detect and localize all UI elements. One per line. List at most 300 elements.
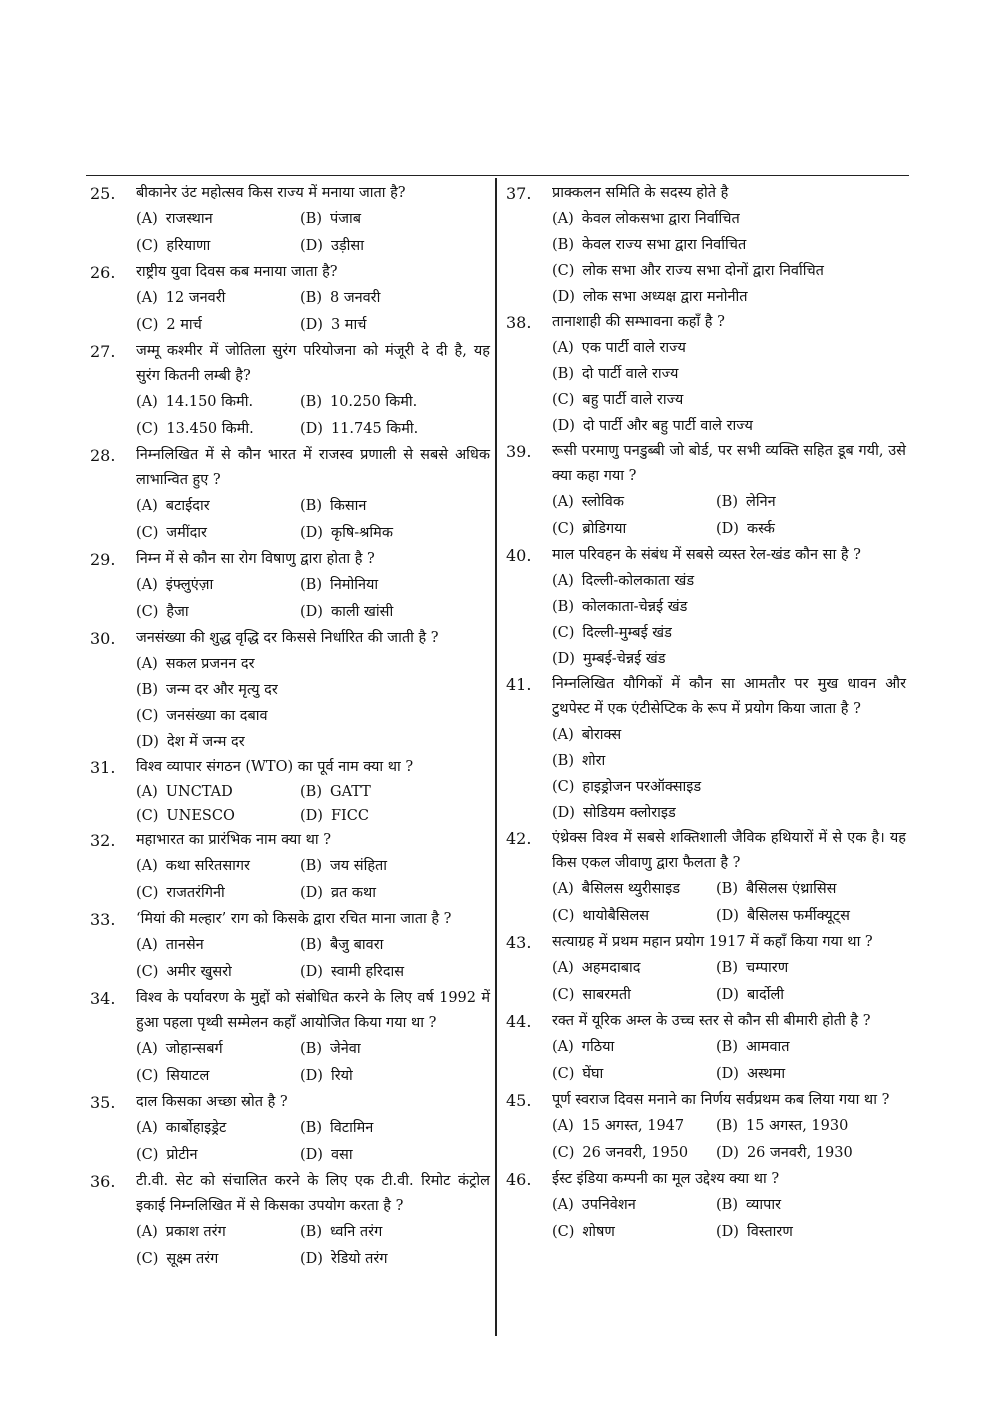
option-c [552,1061,716,1088]
option-a [136,853,300,880]
option-label: (A) [552,573,574,589]
option-label: (C) [552,1066,575,1082]
options [136,1115,490,1169]
option-label: (A) [552,1039,574,1055]
option-b [300,780,464,804]
option-text: 15 अगस्त, 1947 [581,1118,685,1134]
option-text: बैसिलस फर्मीक्यूट्स [746,908,850,924]
option-text: जेनेवा [329,1041,361,1057]
option-b [716,1034,880,1061]
option-text: एक पार्टी वाले राज्य [581,340,686,356]
option-b [716,955,880,982]
option-b [300,285,464,312]
question-number: 29. [90,550,116,569]
option-text: 13.450 किमी. [166,421,254,437]
option-text: विटामिन [329,1120,374,1136]
option-d [552,800,906,826]
option-a [552,722,906,748]
option-label: (A) [136,211,158,227]
option-a [136,285,300,312]
option-label: (D) [552,651,575,667]
option-b [716,876,880,903]
question-text: पूर्ण स्वराज दिवस मनाने का निर्णय सर्वप्रथम कब लिया गया था ? [552,1092,890,1108]
option-label: (D) [300,317,323,333]
option-a [552,955,716,982]
option-label: (B) [300,858,322,874]
option-label: (C) [136,708,159,724]
options [136,572,490,626]
option-c [136,233,300,260]
option-d [300,312,464,339]
option-b [300,1115,464,1142]
option-text: हरियाणा [166,238,211,254]
option-d [552,284,906,310]
option-label: (C) [136,964,159,980]
option-d [716,516,880,543]
option-label: (D) [300,238,323,254]
option-d [300,1142,464,1169]
option-a [552,876,716,903]
option-label: (A) [136,290,158,306]
option-label: (D) [300,1147,323,1163]
question-33 [90,907,490,986]
option-c [136,520,300,547]
option-text: UNCTAD [165,784,233,800]
option-a [136,1219,300,1246]
option-b [300,853,464,880]
option-label: (B) [300,1041,322,1057]
option-d [716,1140,880,1167]
question-text: माल परिवहन के संबंध में सबसे व्यस्त रेल-खंड कौन सा है ? [552,547,861,563]
question-34 [90,986,490,1090]
option-text: सोडियम क्लोराइड [582,805,676,821]
option-c [552,620,906,646]
options [552,955,906,1009]
option-text: कर्स्क [746,521,775,537]
option-text: दिल्ली-कोलकाता खंड [581,573,695,589]
options [552,722,906,826]
options [552,1034,906,1088]
option-c [136,804,300,828]
options [136,1036,490,1090]
option-text: केवल लोकसभा द्वारा निर्वाचित [581,211,740,227]
option-label: (B) [716,881,738,897]
options [552,206,906,310]
question-44 [506,1009,906,1088]
option-label: (B) [552,753,574,769]
option-label: (C) [552,1145,575,1161]
option-b [552,361,906,387]
question-38 [506,310,906,439]
option-text: व्यापार [745,1197,782,1213]
option-b [552,594,906,620]
option-d [716,982,880,1009]
question-number: 46. [506,1170,532,1189]
question-number: 28. [90,446,116,465]
option-text: वसा [330,1147,353,1163]
option-text: 10.250 किमी. [329,394,418,410]
option-text: कथा सरितसागर [165,858,250,874]
option-d [300,233,464,260]
option-c [136,416,300,443]
option-label: (D) [716,521,739,537]
option-label: (A) [136,937,158,953]
option-label: (C) [552,987,575,1003]
option-label: (B) [716,960,738,976]
option-label: (A) [136,577,158,593]
question-27 [90,339,490,443]
option-c [552,387,906,413]
right-column [506,181,906,1246]
option-text: लोक सभा और राज्य सभा दोनों द्वारा निर्वाचित [582,263,824,279]
option-text: इंफ्लुएंज़ा [165,577,214,593]
options [136,651,490,755]
option-text: 8 जनवरी [329,290,381,306]
option-c [136,703,490,729]
option-a [136,1115,300,1142]
options [552,1113,906,1167]
option-label: (A) [136,394,158,410]
option-label: (A) [552,1118,574,1134]
option-label: (C) [136,1068,159,1084]
option-a [136,206,300,233]
option-text: GATT [329,784,371,800]
options [136,1219,490,1273]
option-label: (B) [300,577,322,593]
question-number: 36. [90,1172,116,1191]
options [136,932,490,986]
question-number: 33. [90,910,116,929]
option-label: (C) [552,1224,575,1240]
option-text: 2 मार्च [166,317,202,333]
question-number: 27. [90,342,116,361]
option-text: निमोनिया [329,577,379,593]
question-39 [506,439,906,543]
option-label: (C) [136,525,159,541]
option-text: बार्दोली [746,987,785,1003]
option-label: (D) [716,1145,739,1161]
option-label: (D) [716,1224,739,1240]
option-text: बैजु बावरा [329,937,384,953]
option-c [552,516,716,543]
question-25 [90,181,490,260]
option-a [552,1034,716,1061]
options [552,489,906,543]
option-label: (D) [300,1068,323,1084]
option-text: थायोबैसिलस [582,908,650,924]
option-label: (B) [716,494,738,510]
option-a [136,651,490,677]
option-a [136,780,300,804]
question-number: 31. [90,758,116,777]
option-d [300,1063,464,1090]
option-label: (B) [136,682,158,698]
option-text: गठिया [581,1039,615,1055]
option-label: (A) [552,340,574,356]
option-d [300,520,464,547]
option-label: (B) [552,599,574,615]
option-label: (D) [552,805,575,821]
option-b [716,1113,880,1140]
option-label: (B) [300,290,322,306]
option-text: बैसिलस एंथ्रासिस [745,881,837,897]
option-label: (A) [552,960,574,976]
option-d [300,599,464,626]
option-text: काली खांसी [330,604,394,620]
option-text: विस्तारण [746,1224,793,1240]
options [136,780,490,828]
question-29 [90,547,490,626]
option-label: (C) [552,521,575,537]
option-b [136,677,490,703]
option-text: सियाटल [166,1068,210,1084]
option-a [552,206,906,232]
option-text: ब्रोडिगया [582,521,627,537]
option-label: (B) [300,498,322,514]
option-text: बैसिलस थ्युरीसाइड [581,881,681,897]
option-text: जोहान्सबर्ग [165,1041,223,1057]
option-text: 26 जनवरी, 1950 [582,1145,689,1161]
option-text: प्रोटीन [166,1147,198,1163]
option-text: राजतरंगिनी [166,885,225,901]
option-text: केवल राज्य सभा द्वारा निर्वाचित [581,237,747,253]
question-42 [506,826,906,930]
option-a [552,489,716,516]
option-b [300,932,464,959]
option-label: (B) [716,1197,738,1213]
question-number: 34. [90,989,116,1008]
options [552,568,906,672]
question-41 [506,672,906,826]
option-text: जनसंख्या का दबाव [166,708,268,724]
option-d [716,903,880,930]
question-text: रूसी परमाणु पनडुब्बी जो बोर्ड, पर सभी व्यक्ति सहित डूब गयी, उसे क्या कहा गया ? [552,443,906,484]
option-text: शोरा [581,753,606,769]
question-text: महाभारत का प्रारंभिक नाम क्या था ? [136,832,332,848]
option-label: (A) [136,1041,158,1057]
option-text: कोलकाता-चेन्नई खंड [581,599,688,615]
option-label: (B) [300,937,322,953]
option-label: (B) [716,1039,738,1055]
option-label: (C) [136,1147,159,1163]
option-label: (B) [300,1224,322,1240]
question-text: निम्नलिखित यौगिकों में कौन सा आमतौर पर मुख धावन और टुथपेस्ट में एक एंटीसेप्टिक के रूप में प्रयोग किया जाता है ? [552,676,906,717]
option-text: मुम्बई-चेन्नई खंड [582,651,666,667]
question-text: राष्ट्रीय युवा दिवस कब मनाया जाता है? [136,264,338,280]
options [552,1192,906,1246]
option-b [300,1036,464,1063]
question-number: 25. [90,184,116,203]
option-label: (C) [136,808,159,824]
option-label: (C) [552,779,575,795]
question-text: जम्मू कश्मीर में जोतिला सुरंग परियोजना को मंजूरी दे दी है, यह सुरंग कितनी लम्बी है? [136,343,490,384]
option-b [300,572,464,599]
option-text: हैजा [166,604,189,620]
option-c [552,1140,716,1167]
option-a [552,1192,716,1219]
question-number: 39. [506,442,532,461]
option-label: (D) [552,289,575,305]
option-text: 26 जनवरी, 1930 [746,1145,853,1161]
option-label: (D) [716,987,739,1003]
option-label: (D) [136,734,159,750]
option-label: (D) [716,908,739,924]
option-c [552,774,906,800]
option-label: (A) [136,1224,158,1240]
question-text: ‘मियां की मल्हार’ राग को किसके द्वारा रचित माना जाता है ? [136,911,452,927]
option-text: अहमदाबाद [581,960,641,976]
option-d [300,959,464,986]
option-text: रेडियो तरंग [330,1251,388,1267]
option-c [552,982,716,1009]
option-label: (B) [552,366,574,382]
option-text: रियो [330,1068,353,1084]
option-text: 11.745 किमी. [330,421,419,437]
option-text: कार्बोहाइड्रेट [165,1120,227,1136]
option-text: स्लोविक [581,494,624,510]
option-text: अस्थमा [746,1066,786,1082]
option-d [300,804,464,828]
question-46 [506,1167,906,1246]
option-text: व्रत कथा [330,885,377,901]
option-c [136,1063,300,1090]
option-label: (B) [300,1120,322,1136]
option-c [136,1142,300,1169]
option-text: जन्म दर और मृत्यु दर [165,682,278,698]
question-text: बीकानेर उंट महोत्सव किस राज्य में मनाया जाता है? [136,185,406,201]
option-text: चम्पारण [745,960,789,976]
option-d [300,416,464,443]
question-43 [506,930,906,1009]
question-31 [90,755,490,828]
option-b [716,489,880,516]
option-text: लोक सभा अध्यक्ष द्वारा मनोनीत [582,289,748,305]
column-divider [495,178,497,1336]
question-text: एंथ्रेक्स विश्व में सबसे शक्तिशाली जैविक हथियारों में से एक है। यह किस एकल जीवाणु द्वारा फैलता है ? [552,830,906,871]
option-text: FICC [330,808,369,824]
option-text: देश में जन्म दर [166,734,245,750]
option-text: अमीर खुसरो [166,964,232,980]
option-text: कृषि-श्रमिक [330,525,393,541]
option-b [300,1219,464,1246]
option-d [136,729,490,755]
question-text: सत्याग्रह में प्रथम महान प्रयोग 1917 में कहाँ किया गया था ? [552,934,873,950]
question-26 [90,260,490,339]
question-number: 42. [506,829,532,848]
option-c [136,880,300,907]
question-number: 26. [90,263,116,282]
question-text: प्राक्कलन समिति के सदस्य होते है [552,185,729,201]
option-label: (D) [300,525,323,541]
question-37 [506,181,906,310]
option-label: (C) [552,263,575,279]
option-text: प्रकाश तरंग [165,1224,226,1240]
question-32 [90,828,490,907]
options [552,335,906,439]
question-45 [506,1088,906,1167]
options [136,285,490,339]
option-label: (C) [136,238,159,254]
option-text: बहु पार्टी वाले राज्य [582,392,684,408]
option-b [300,493,464,520]
question-40 [506,543,906,672]
option-c [136,312,300,339]
option-label: (A) [552,727,574,743]
option-text: बोराक्स [581,727,622,743]
question-number: 35. [90,1093,116,1112]
option-text: उपनिवेशन [581,1197,636,1213]
option-text: ध्वनि तरंग [329,1224,383,1240]
option-a [136,932,300,959]
options [136,389,490,443]
option-a [136,493,300,520]
option-label: (A) [136,784,158,800]
option-b [300,389,464,416]
question-number: 30. [90,629,116,648]
option-label: (B) [300,211,322,227]
option-text: सकल प्रजनन दर [165,656,255,672]
option-text: आमवात [745,1039,790,1055]
option-label: (A) [136,1120,158,1136]
option-label: (D) [716,1066,739,1082]
question-text: दाल किसका अच्छा स्रोत है ? [136,1094,288,1110]
option-c [136,1246,300,1273]
option-text: 3 मार्च [330,317,367,333]
option-d [300,1246,464,1273]
question-35 [90,1090,490,1169]
option-text: UNESCO [166,808,235,824]
option-b [300,206,464,233]
option-d [300,880,464,907]
option-text: सूक्ष्म तरंग [166,1251,219,1267]
option-text: दिल्ली-मुम्बई खंड [582,625,672,641]
option-label: (A) [136,858,158,874]
question-text: जनसंख्या की शुद्ध वृद्धि दर किससे निर्धारित की जाती है ? [136,630,439,646]
question-text: टी.वी. सेट को संचालित करने के लिए एक टी.वी. रिमोट कंट्रोल इकाई निम्नलिखित में से किसका उपयोग करता है ? [136,1173,490,1214]
question-number: 45. [506,1091,532,1110]
option-label: (A) [136,498,158,514]
option-label: (B) [300,394,322,410]
question-36 [90,1169,490,1273]
question-text: रक्त में यूरिक अम्ल के उच्च स्तर से कौन सी बीमारी होती है ? [552,1013,871,1029]
option-label: (A) [552,494,574,510]
header-rule [86,175,909,176]
option-text: दो पार्टी वाले राज्य [581,366,679,382]
question-text: विश्व के पर्यावरण के मुद्दों को संबोधित करने के लिए वर्ष 1992 में हुआ पहला पृथ्वी सम्मेलन कहाँ आयोजित किया गया था ? [136,990,490,1031]
option-label: (D) [552,418,575,434]
option-text: दो पार्टी और बहु पार्टी वाले राज्य [582,418,753,434]
question-text: निम्न में से कौन सा रोग विषाणु द्वारा होता है ? [136,551,375,567]
option-text: 15 अगस्त, 1930 [745,1118,849,1134]
options [136,493,490,547]
option-text: घेंघा [582,1066,604,1082]
option-text: किसान [329,498,367,514]
question-30 [90,626,490,755]
option-d [552,413,906,439]
question-number: 41. [506,675,532,694]
option-b [716,1192,880,1219]
option-label: (B) [716,1118,738,1134]
options [552,876,906,930]
question-number: 38. [506,313,532,332]
option-label: (C) [136,1251,159,1267]
left-column [90,181,490,1273]
option-text: हाइड्रोजन परऑक्साइड [582,779,702,795]
option-label: (B) [300,784,322,800]
option-text: 12 जनवरी [165,290,226,306]
option-c [136,599,300,626]
option-label: (A) [552,881,574,897]
